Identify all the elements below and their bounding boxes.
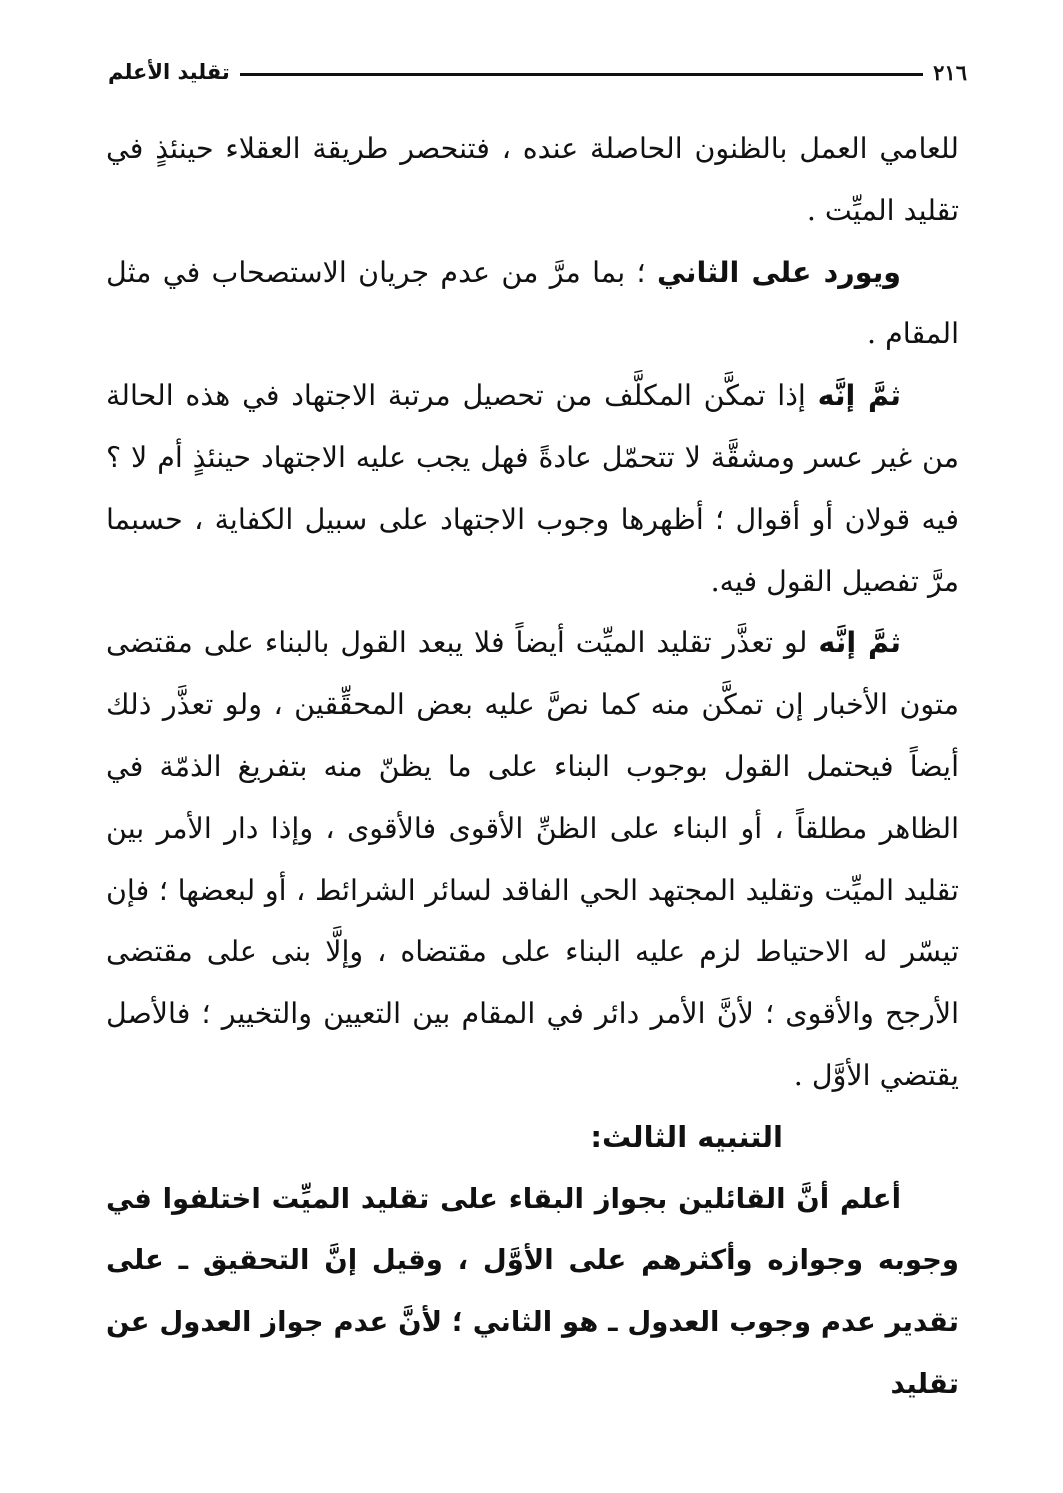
- paragraph-lead: ويورد على الثاني: [656, 255, 901, 289]
- paragraph-text: للعامي العمل بالظنون الحاصلة عنده ، فتنحصر طريقة العقلاء حينئذٍ في تقليد الميِّت .: [106, 132, 959, 227]
- paragraph-lead: ثمَّ إنَّه: [818, 626, 901, 660]
- running-title: تقليد الأعلم: [108, 60, 230, 84]
- paragraph-lead: ثمَّ إنَّه: [817, 379, 901, 413]
- section-paragraph: أعلم أنَّ القائلين بجواز البقاء على تقليد الميِّت اختلفوا في وجوبه وجوازه وأكثرهم على الأوَّل ، وقيل إنَّ التحقيق ـ على تقدير عدم وجوب العدول ـ هو الثاني ؛ لأنَّ عدم جواز العدول عن تقليد: [106, 1182, 959, 1400]
- paragraph-continuation: [106, 118, 959, 242]
- paragraph-text: لو تعذَّر تقليد الميِّت أيضاً فلا يبعد القول بالبناء على مقتضى متون الأخبار إن تمكَّن منه كما نصَّ عليه بعض المحقِّقين ، ولو تعذَّر ذلك أيضاً فيحتمل القول بوجوب البناء على ما يظنّ منه بتفريغ الذمّة في الظاهر مطلقاً ، أو البناء على الظنِّ الأقوى فالأقوى ، وإذا دار الأمر بين تقليد الميِّت وتقليد المجتهد الحي الفاقد لسائر الشرائط ، أو لبعضها ؛ فإن تيسّر له الاحتياط لزم عليه البناء على مقتضاه ، وإلَّا بنى على مقتضى الأرجح والأقوى ؛ لأنَّ الأمر دائر في المقام بين التعيين والتخيير ؛ فالأصل يقتضي الأوَّل .: [106, 626, 959, 1092]
- body-text: [106, 118, 959, 1416]
- page-header: [108, 52, 967, 92]
- header-rule: [240, 73, 923, 76]
- paragraph: [106, 612, 959, 1106]
- paragraph: [106, 365, 959, 612]
- section-heading: التنبيه الثالث:: [590, 1119, 783, 1154]
- paragraph: [106, 242, 959, 366]
- paragraph-text: ؛ بما مرَّ من عدم جريان الاستصحاب في مثل المقام .: [106, 255, 959, 351]
- paragraph-text: إذا تمكَّن المكلَّف من تحصيل مرتبة الاجتهاد في هذه الحالة من غير عسر ومشقَّة لا تتحمّل عادةً فهل يجب عليه الاجتهاد حينئذٍ أم لا ؟ فيه قولان أو أقوال ؛ أظهرها وجوب الاجتهاد على سبيل الكفاية ، حسبما مرَّ تفصيل القول فيه.: [106, 379, 959, 598]
- page-number: ٢١٦: [933, 59, 967, 85]
